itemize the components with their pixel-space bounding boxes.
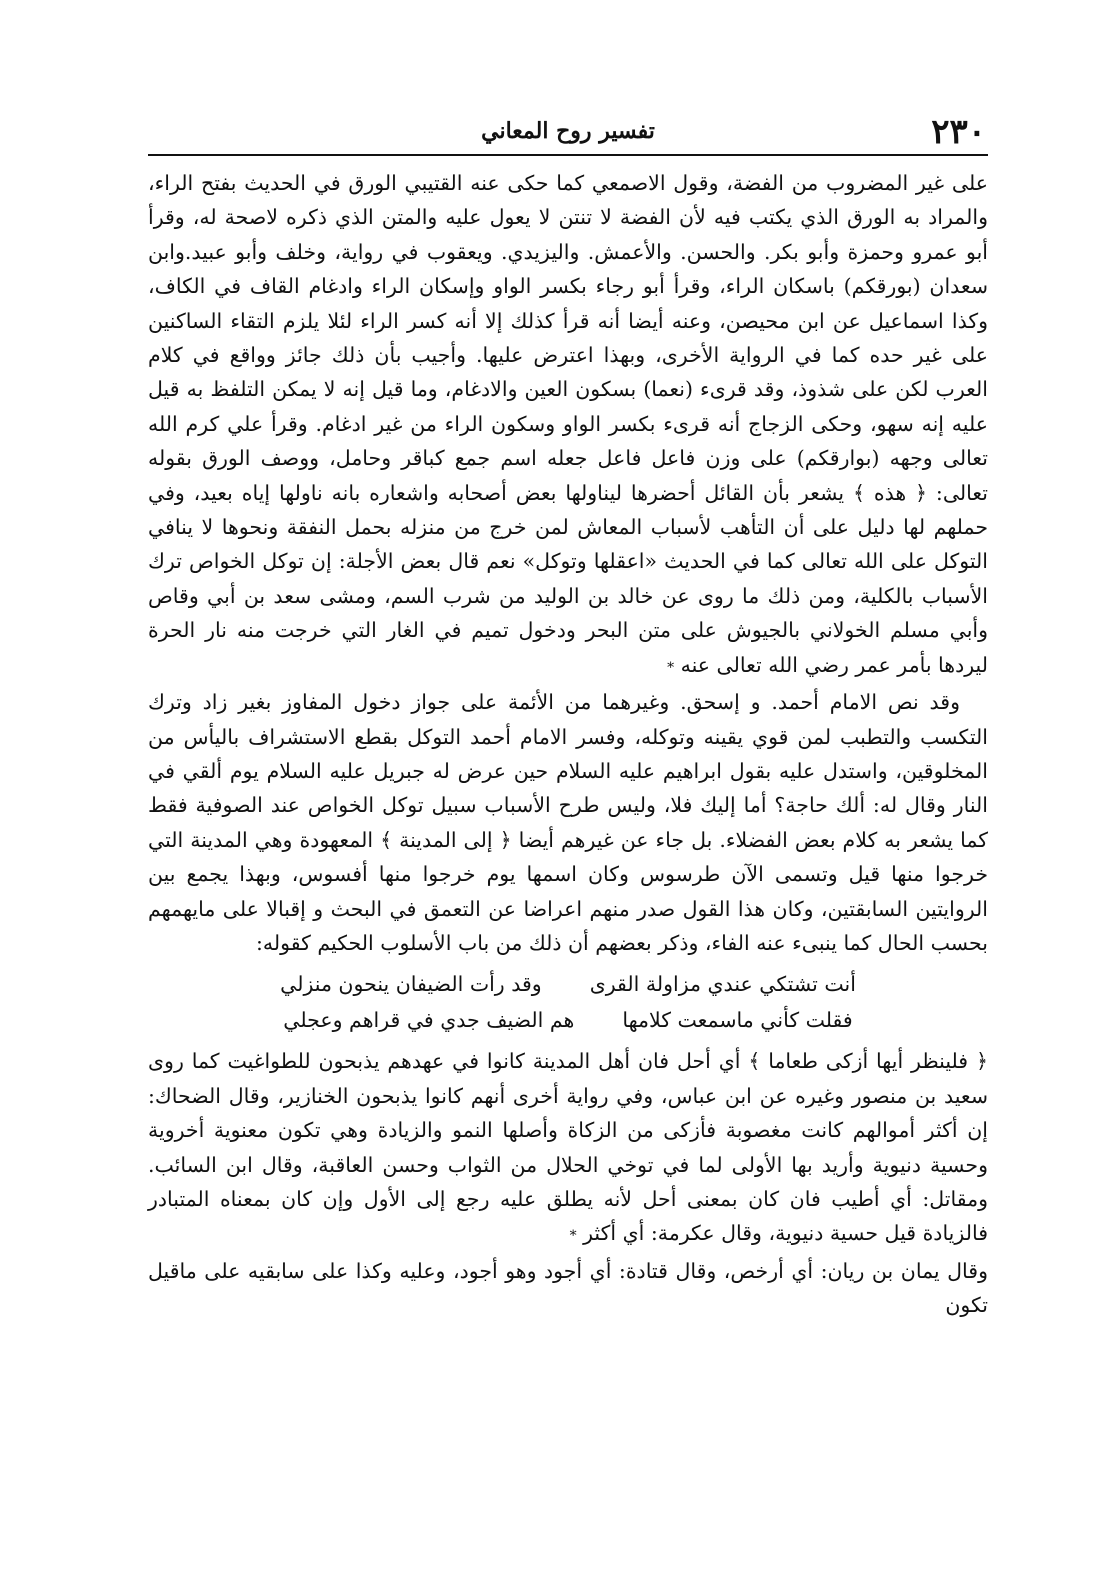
paragraph-4 [148, 1254, 988, 1323]
page-header [148, 108, 988, 156]
poem-hemistich-first: أنت تشتكي عندي مزاولة القرى [589, 972, 856, 997]
poem-hemistich-second: وقد رأت الضيفان ينحون منزلي [280, 972, 542, 997]
page-number: ٢٣٠ [931, 112, 986, 152]
poem-hemistich-first: فقلت كأني ماسمعت كلامها [622, 1008, 853, 1033]
poem [148, 966, 988, 1038]
poem-verse [148, 966, 988, 1002]
paragraph-3 [148, 1044, 988, 1253]
body-text [148, 166, 988, 1323]
paragraph-text: وقال يمان بن ريان: أي أرخص، وقال قتادة: أي أجود وهو أجود، وعليه وكذا على سابقيه على ماقيل تكون [148, 1258, 988, 1318]
end-mark: * [569, 1228, 577, 1245]
paragraph-1 [148, 166, 988, 685]
paragraph-2 [148, 685, 988, 960]
poem-verse [148, 1002, 988, 1038]
poem-hemistich-second: هم الضيف جدي في قراهم وعجلي [283, 1008, 575, 1033]
end-mark: * [667, 659, 675, 676]
paragraph-text: على غير المضروب من الفضة، وقول الاصمعي كما حكى عنه القتيبي الورق في الحديث بفتح الراء، والمراد به الورق الذي يكتب فيه لأن الفضة لا تنتن لا يعول عليه والمتن الذي ذكره لاصحة له، وقرأ أبو عمرو وحمزة وأبو بكر. والحسن. والأعمش. واليزيدي. ويعقوب في رواية، وخلف وأبو عبيد.وابن سعدان (بورقكم) باسكان الراء، وقرأ أبو رجاء بكسر الواو وإسكان الراء وادغام القاف في الكاف، وكذا اسماعيل عن ابن محيصن، وعنه أيضا أنه قرأ كذلك إلا أنه كسر الراء لئلا يلزم التقاء الساكنين على غير حده كما في الرواية الأخرى، وبهذا اعترض عليها. وأجيب بأن ذلك جائز وواقع في كلام العرب لكن على شذوذ، وقد قرىء (نعما) بسكون العين والادغام، وما قيل إنه لا يمكن التلفظ به قيل عليه إنه سهو، وحكى الزجاج أنه قرىء بكسر الواو وسكون الراء من غير ادغام. وقرأ علي كرم الله تعالى وجهه (بوارقكم) على وزن فاعل فاعل جعله اسم جمع كباقر وحامل، ووصف الورق بقوله تعالى: ﴿ هذه ﴾ يشعر بأن القائل أحضرها ليناولها بعض أصحابه واشعاره بانه ناولها إياه بعيد، وفي حملهم لها دليل على أن التأهب لأسباب المعاش لمن خرج من منزله بحمل النفقة ونحوها لا ينافي التوكل على الله تعالى كما في الحديث «اعقلها وتوكل» نعم قال بعض الأجلة: إن توكل الخواص ترك الأسباب بالكلية، ومن ذلك ما روى عن خالد بن الوليد من شرب السم، ومشى سعد بن أبي وقاص وأبي مسلم الخولاني بالجيوش على متن البحر ودخول تميم في الغار التي خرجت منه نار الحرة ليردها بأمر عمر رضي الله تعالى عنه [148, 171, 988, 677]
running-title: تفسير روح المعاني [481, 118, 655, 144]
paragraph-text: ﴿ فلينظر أيها أزكى طعاما ﴾ أي أحل فان أهل المدينة كانوا في عهدهم يذبحون للطواغيت كما روى سعيد بن منصور وغيره عن ابن عباس، وفي رواية أخرى أنهم كانوا يذبحون الخنازير، وقال الضحاك: إن أكثر أموالهم كانت مغصوبة فأزكى من الزكاة وأصلها النمو والزيادة وهي تكون معنوية أخروية وحسية دنيوية وأريد بها الأولى لما في توخي الحلال من الثواب وحسن العاقبة، وقال ابن السائب. ومقاتل: أي أطيب فان كان بمعنى أحل لأنه يطلق عليه رجع إلى الأول وإن كان بمعناه المتبادر فالزيادة قيل حسية دنيوية، وقال عكرمة: أي أكثر [148, 1049, 988, 1246]
paragraph-text: وقد نص الامام أحمد. و إسحق. وغيرهما من الأئمة على جواز دخول المفاوز بغير زاد وترك التكسب والتطبب لمن قوي يقينه وتوكله، وفسر الامام أحمد التوكل بقطع الاستشراف باليأس من المخلوقين، واستدل عليه بقول ابراهيم عليه السلام حين عرض له جبريل عليه السلام يوم ألقي في النار وقال له: ألك حاجة؟ أما إليك فلا، وليس طرح الأسباب سبيل توكل الخواص عند الصوفية فقط كما يشعر به كلام بعض الفضلاء. بل جاء عن غيرهم أيضا ﴿ إلى المدينة ﴾ المعهودة وهي المدينة التي خرجوا منها قيل وتسمى الآن طرسوس وكان اسمها يوم خرجوا منها أفسوس، وبهذا يجمع بين الروايتين السابقتين، وكان هذا القول صدر منهم اعراضا عن التعمق في البحث و إقبالا على مايهمهم بحسب الحال كما ينبىء عنه الفاء، وذكر بعضهم أن ذلك من باب الأسلوب الحكيم كقوله: [148, 690, 988, 955]
